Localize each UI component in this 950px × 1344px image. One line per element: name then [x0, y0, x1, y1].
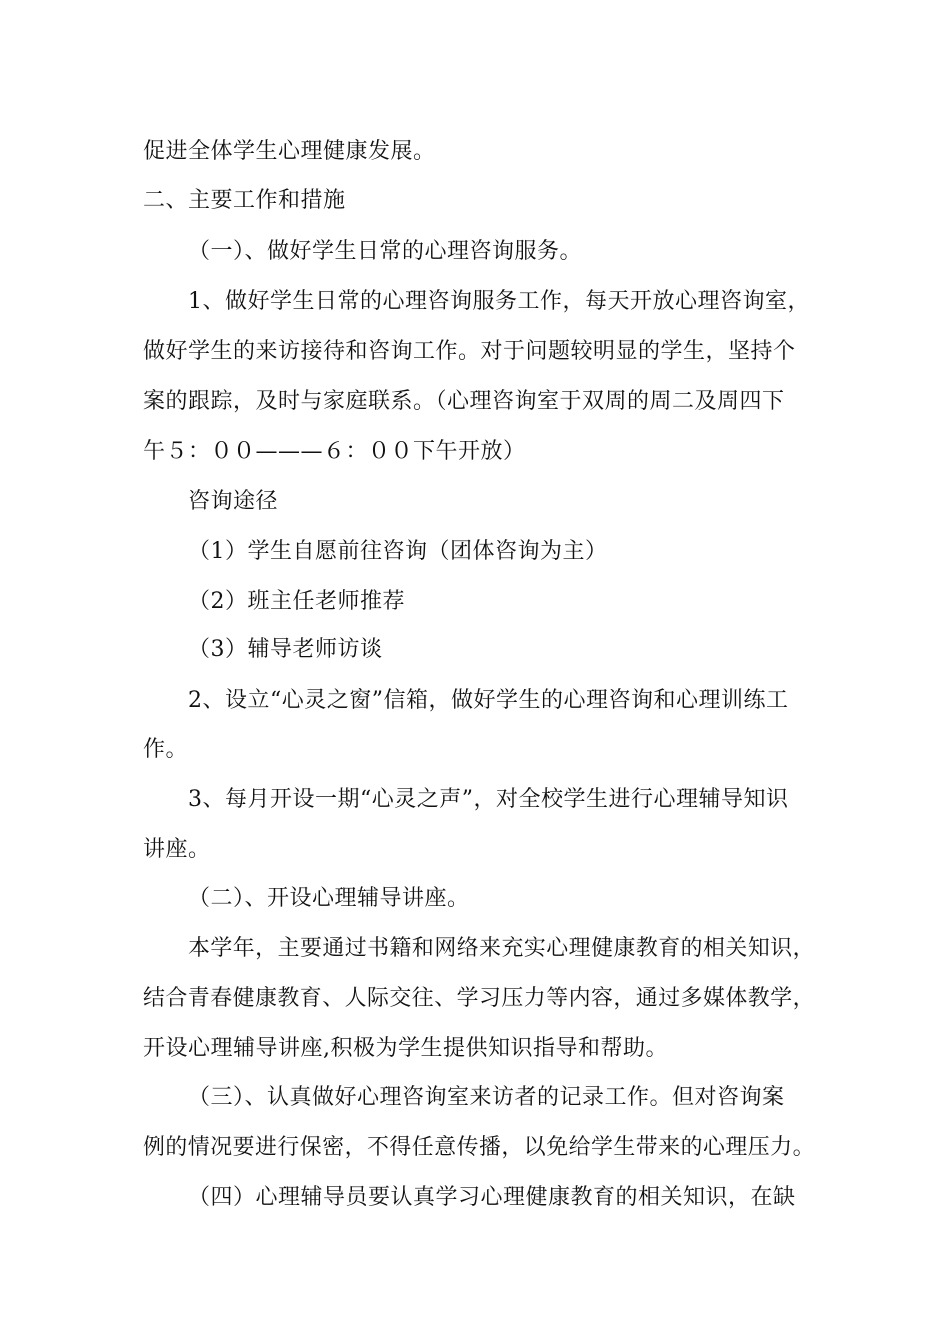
list-item: （3）辅导老师访谈	[188, 637, 383, 662]
subsection-heading: （四）心理辅导员要认真学习心理健康教育的相关知识，在缺	[188, 1185, 796, 1210]
text-line: 开设心理辅导讲座,积极为学生提供知识指导和帮助。	[143, 1036, 668, 1061]
list-item: （2）班主任老师推荐	[188, 589, 405, 614]
subsection-heading: （二）、开设心理辅导讲座。	[188, 886, 470, 911]
text-line: 2、设立“心灵之窗”信箱，做好学生的心理咨询和心理训练工	[188, 688, 789, 713]
text-line: 促进全体学生心理健康发展。	[143, 139, 436, 164]
text-line: 案的跟踪，及时与家庭联系。（心理咨询室于双周的周二及周四下	[143, 389, 785, 414]
text-line: 3、每月开设一期“心灵之声”，对全校学生进行心理辅导知识	[188, 787, 789, 812]
text-line: 例的情况要进行保密，不得任意传播，以免给学生带来的心理压力。	[143, 1135, 816, 1160]
text-line: 1、做好学生日常的心理咨询服务工作，每天开放心理咨询室，	[188, 289, 810, 314]
text-line: 结合青春健康教育、人际交往、学习压力等内容，通过多媒体教学，	[143, 986, 816, 1011]
text-line: 本学年，主要通过书籍和网络来充实心理健康教育的相关知识，	[188, 936, 816, 961]
section-heading: 二、主要工作和措施	[143, 188, 346, 213]
subsection-heading: （三）、认真做好心理咨询室来访者的记录工作。但对咨询案	[188, 1085, 785, 1110]
text-line: 讲座。	[143, 837, 211, 862]
subsection-heading: （一）、做好学生日常的心理咨询服务。	[188, 239, 583, 264]
text-line: 咨询途径	[188, 489, 279, 514]
text-line: 做好学生的来访接待和咨询工作。对于问题较明显的学生，坚持个	[143, 339, 796, 364]
text-line: 作。	[143, 737, 189, 762]
text-line: 午５：００———６：００下午开放）	[143, 439, 526, 464]
list-item: （1）学生自愿前往咨询（团体咨询为主）	[188, 539, 608, 564]
